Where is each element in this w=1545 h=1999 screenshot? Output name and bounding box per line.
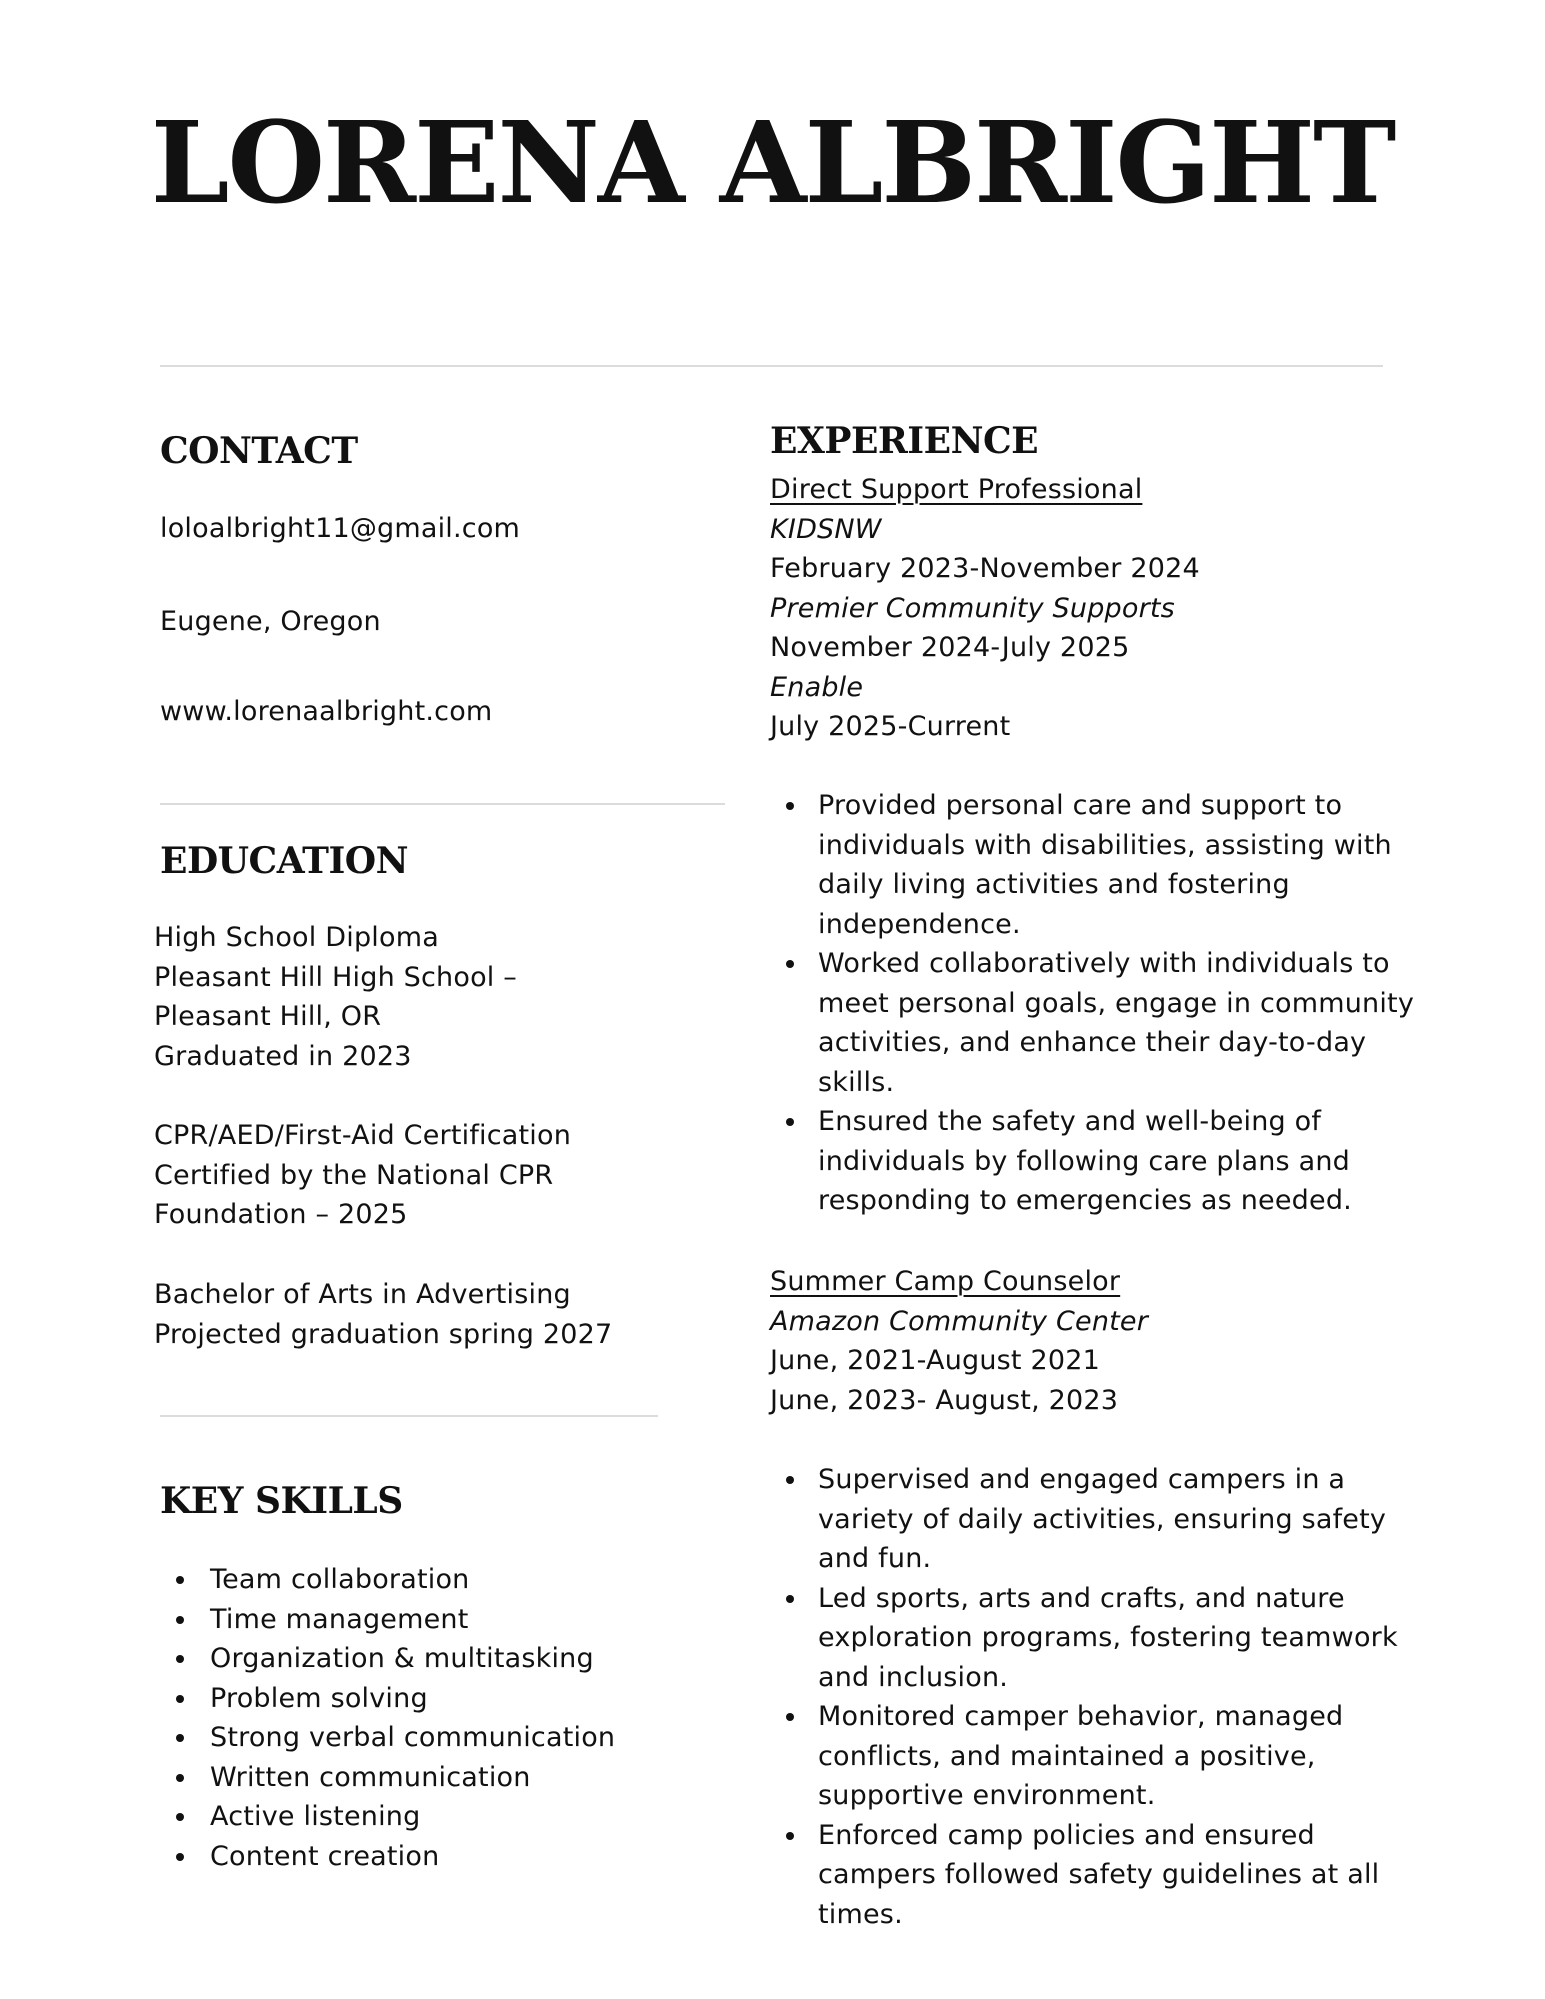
education-divider: [160, 1415, 658, 1417]
education-line: Certified by the National CPR: [154, 1159, 554, 1191]
bullet-line: Worked collaboratively with individuals to: [818, 948, 1390, 979]
header-divider: [160, 365, 1383, 367]
job-title: Direct Support Professional: [770, 474, 1143, 505]
bullet-line: Monitored camper behavior, managed: [818, 1701, 1344, 1732]
bullet-line: Enforced camp policies and ensured: [818, 1819, 1315, 1851]
job-bullet: [770, 786, 1414, 944]
contact-divider: [160, 803, 725, 805]
job-bullet: [770, 1102, 1414, 1221]
bullet-line: skills.: [818, 1066, 895, 1098]
education-line: High School Diploma: [154, 922, 439, 953]
bullet-line: exploration programs, fostering teamwork: [818, 1622, 1398, 1653]
employer-name: Enable: [770, 671, 864, 703]
bullet-line: individuals with disabilities, assisting with: [818, 829, 1392, 861]
education-heading: EDUCATION: [160, 840, 409, 882]
bullet-line: responding to emergencies as needed.: [818, 1185, 1352, 1216]
employer-name: Premier Community Supports: [770, 592, 1175, 624]
bullet-line: meet personal goals, engage in community: [818, 987, 1415, 1019]
bullet-line: independence.: [818, 908, 1021, 940]
skill-item: Content creation: [157, 1837, 615, 1877]
education-entry: [154, 1275, 612, 1354]
skill-item: Organization & multitasking: [157, 1639, 615, 1679]
job-bullets: [770, 786, 1414, 1221]
bullet-line: and inclusion.: [818, 1661, 1009, 1693]
employment-dates: July 2025-Current: [770, 711, 1011, 742]
education-line: Projected graduation spring 2027: [154, 1318, 613, 1350]
job-bullet: [770, 1460, 1398, 1579]
skill-item: Team collaboration: [157, 1560, 615, 1600]
job-header: [770, 470, 1200, 747]
education-entry: [154, 918, 517, 1076]
bullet-line: daily living activities and fostering: [818, 869, 1290, 900]
bullet-line: conflicts, and maintained a positive,: [818, 1740, 1316, 1772]
contact-location: Eugene, Oregon: [160, 606, 381, 637]
contact-email[interactable]: loloalbright11@gmail.com: [160, 513, 521, 544]
employment-dates: November 2024-July 2025: [770, 632, 1130, 663]
employer-name: Amazon Community Center: [770, 1305, 1149, 1337]
education-line: Bachelor of Arts in Advertising: [154, 1279, 571, 1310]
bullet-line: Provided personal care and support to: [818, 790, 1343, 821]
bullet-line: times.: [818, 1898, 903, 1930]
job-bullets: [770, 1460, 1398, 1934]
contact-website[interactable]: www.lorenaalbright.com: [160, 696, 493, 727]
bullet-line: individuals by following care plans and: [818, 1145, 1350, 1177]
experience-heading: EXPERIENCE: [770, 420, 1039, 462]
candidate-name: LORENA ALBRIGHT: [150, 98, 1395, 229]
skill-item: Active listening: [157, 1797, 615, 1837]
employment-dates: February 2023-November 2024: [770, 553, 1200, 584]
education-line: Foundation – 2025: [154, 1199, 408, 1230]
bullet-line: campers followed safety guidelines at all: [818, 1859, 1380, 1890]
job-bullet: [770, 1816, 1398, 1935]
employment-dates: June, 2023- August, 2023: [770, 1384, 1119, 1416]
skill-item: Strong verbal communication: [157, 1718, 615, 1758]
education-line: Pleasant Hill High School –: [154, 961, 517, 993]
job-bullet: [770, 1579, 1398, 1698]
employer-name: KIDSNW: [770, 513, 882, 545]
bullet-line: variety of daily activities, ensuring safety: [818, 1503, 1387, 1535]
job-bullet: [770, 944, 1414, 1102]
skills-heading: KEY SKILLS: [160, 1480, 403, 1522]
bullet-line: and fun.: [818, 1543, 932, 1574]
education-line: Pleasant Hill, OR: [154, 1001, 382, 1032]
skill-item: Written communication: [157, 1758, 615, 1798]
skills-list: [157, 1560, 615, 1876]
employment-dates: June, 2021-August 2021: [770, 1345, 1101, 1376]
job-title: Summer Camp Counselor: [770, 1266, 1121, 1297]
education-entry: [154, 1116, 571, 1235]
bullet-line: Led sports, arts and crafts, and nature: [818, 1582, 1345, 1614]
bullet-line: Ensured the safety and well-being of: [818, 1106, 1322, 1137]
job-bullet: [770, 1697, 1398, 1816]
bullet-line: supportive environment.: [818, 1780, 1156, 1811]
skill-item: Problem solving: [157, 1679, 615, 1719]
education-line: CPR/AED/First-Aid Certification: [154, 1120, 572, 1151]
bullet-line: Supervised and engaged campers in a: [818, 1464, 1346, 1495]
contact-heading: CONTACT: [160, 430, 358, 472]
education-line: Graduated in 2023: [154, 1040, 412, 1072]
skill-item: Time management: [157, 1600, 615, 1640]
bullet-line: activities, and enhance their day-to-day: [818, 1027, 1367, 1058]
job-header: [770, 1262, 1148, 1420]
